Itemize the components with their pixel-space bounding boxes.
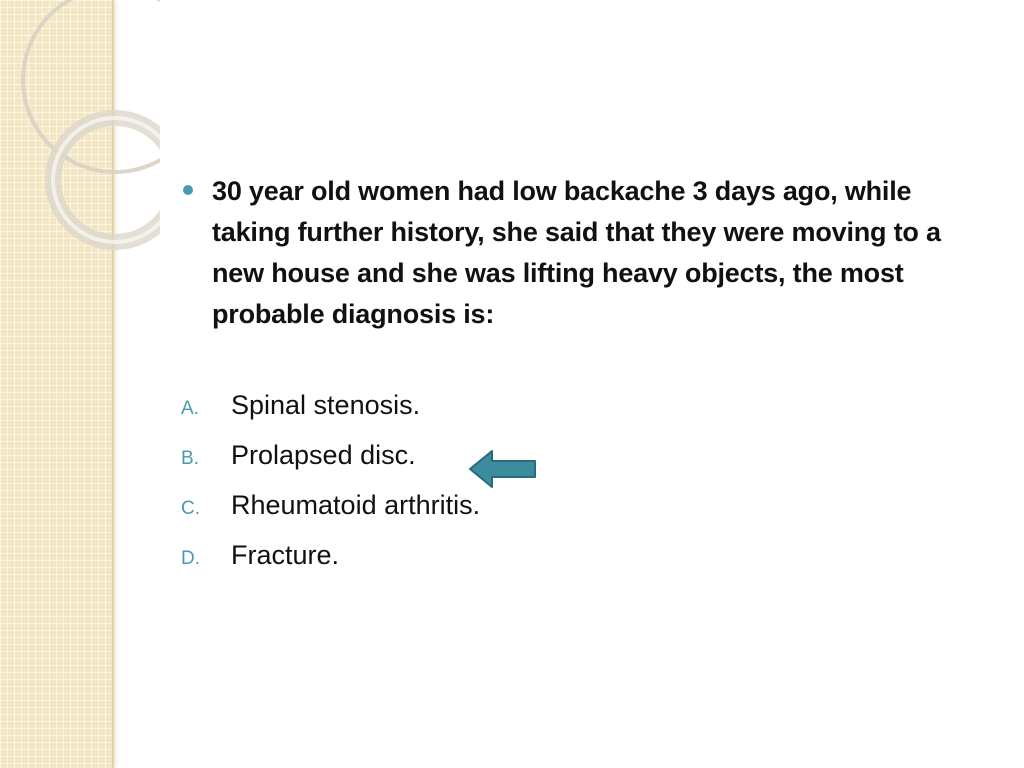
ring-top (23, 0, 160, 172)
option-c (181, 490, 781, 540)
option-a (181, 390, 781, 440)
question-text: 30 year old women had low backache 3 days ago, while taking further history, she said that they were moving to a new house and she was lifting heavy objects, the most probable diagnosis is: (212, 176, 941, 329)
option-letter: A. (181, 398, 199, 419)
option-text: Spinal stenosis. (231, 390, 421, 420)
ring-middle-inner (53, 118, 160, 242)
answer-options-list (181, 390, 781, 590)
question-bullet (183, 171, 993, 335)
option-letter: C. (181, 498, 200, 519)
option-text: Prolapsed disc. (231, 440, 416, 470)
decorative-rings (0, 0, 160, 260)
option-letter: B. (181, 448, 199, 469)
left-arrow-icon (468, 448, 538, 490)
option-text: Rheumatoid arthritis. (231, 490, 481, 520)
option-d (181, 540, 781, 590)
option-letter: D. (181, 548, 200, 569)
bullet-dot-icon (183, 185, 193, 195)
option-text: Fracture. (231, 540, 340, 570)
